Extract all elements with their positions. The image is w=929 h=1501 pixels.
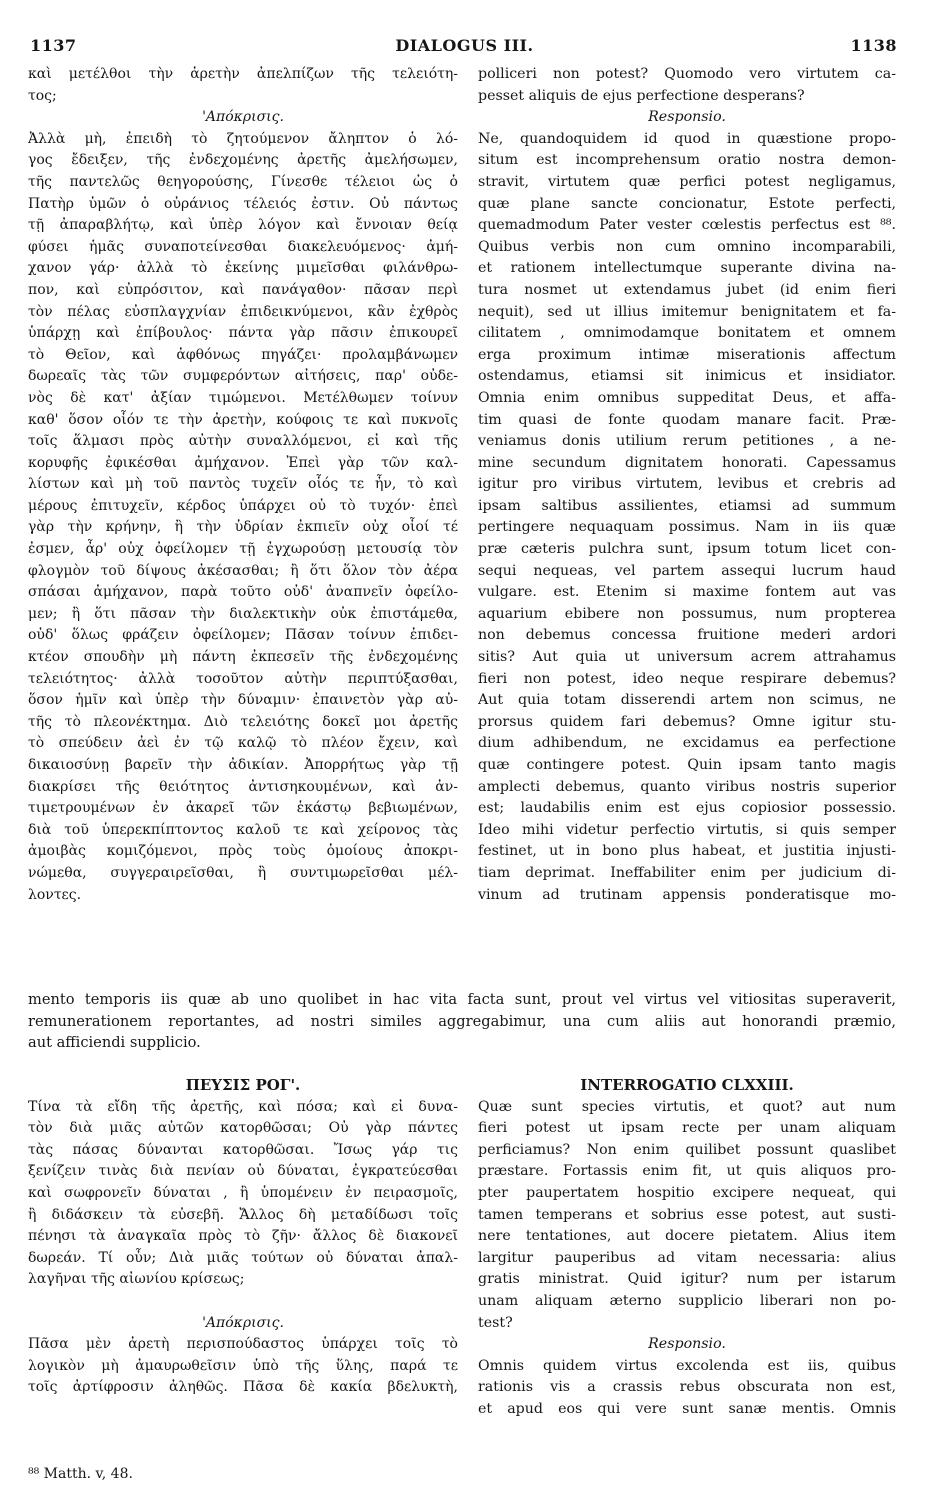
footnote: ⁸⁸ Matth. v, 48. — [28, 1466, 133, 1482]
text-line: erga proximum intimæ miserationis affectum — [478, 346, 896, 363]
text-line: nere tentationes, aut docere pietatem. Alius item — [478, 1228, 896, 1245]
text-line: ὑπάρχῃ καὶ ἐπίβουλος· πάντα γὰρ πᾶσιν ἐπικουρεῖ — [28, 325, 458, 342]
text-line: τὸν διὰ μιᾶς αὐτῶν κατορθῶσαι; Οὐ γὰρ πάντες — [28, 1120, 458, 1137]
page-number-right: 1138 — [850, 36, 897, 55]
text-line: φλογμὸν τοῦ δίψους ἀκέσασθαι; ἢ ὅτι ὅλον τὸν ἀέρα — [28, 562, 458, 579]
greek-column-top — [28, 64, 458, 906]
text-line: et apud eos qui vere sunt sanæ mentis. Omnis — [478, 1400, 896, 1417]
text-line: κορυφῆς ἐφικέσθαι ἀμήχανον. Ἐπεὶ γὰρ τῶν καλ- — [28, 454, 458, 471]
text-line: mento temporis iis quæ ab uno quolibet in hac vita facta sunt, prout vel virtus vel vitiositas superaverit, — [28, 991, 896, 1008]
text-line: τὰς πάσας δύνανται κατορθῶσαι. Ἴσως γάρ τις — [28, 1141, 458, 1158]
text-line: λοντες. — [28, 886, 82, 903]
text-line: est; laudabilis enim est ejus copiosior possessio. — [478, 800, 896, 817]
text-line: tim quasi de fonte quodam manare facit. Præ- — [478, 411, 896, 428]
text-line: remunerationem reportantes, ad nostri similes aggregabimur, una cum aliis aut honorandi præmio, — [28, 1012, 896, 1030]
text-line: vulgare. est. Etenim si maxime fontem aut vas — [478, 584, 896, 601]
text-line: Quæ sunt species virtutis, et quot? aut num — [478, 1098, 896, 1115]
text-line: καὶ σωφρονεῖν δύναται , ἢ ὑπομένειν ἐν πειρασμοῖς, — [28, 1184, 458, 1201]
text-line: fieri non potest, ideo neque respirare debemus? — [478, 670, 896, 687]
text-line: ἀμοιβὰς κομιζόμενοι, πρὸς τοὺς ὁμοίους ἀποκρι- — [28, 843, 458, 860]
text-line: διὰ τοῦ ὑπερεκπίπτοντος καλοῦ τε καὶ χείρονος τὰς — [28, 821, 458, 838]
text-line: Τίνα τὰ εἴδη τῆς ἀρετῆς, καὶ πόσα; καὶ εἰ δυνα- — [28, 1098, 458, 1115]
text-line: quæ contingere potest. Quin ipsam tanto magis — [478, 757, 896, 773]
text-line: Responsio. — [648, 109, 726, 126]
text-line: mine secundum dignitatem honorati. Capessamus — [478, 454, 896, 471]
text-line: τελειότητος· ἀλλὰ τοσοῦτον αὐτὴν περιπτύξασθαι, — [28, 670, 458, 687]
text-line: aquarium ebibere non possumus, num propterea — [478, 605, 896, 622]
text-line: γὰρ τὴν κρήνην, ἢ τὴν ὑδρίαν ἐκπιεῖν οὐχ οἷοί τέ — [28, 519, 458, 536]
text-line: fieri potest ut ipsam recte per unam aliquam — [478, 1120, 896, 1137]
text-line: largitur pauperibus ad vitam necessaria: alius — [478, 1249, 896, 1266]
greek-column-bottom — [28, 1075, 458, 1399]
text-line: λογικὸν μὴ ἀμαυρωθεῖσιν ὑπὸ τῆς ὕλης, παρά τε — [28, 1357, 458, 1374]
text-line: Omnia enim omnibus suppeditat Deus, et affa- — [478, 389, 896, 406]
text-line: τῆς τὸ πλεονέκτημα. Διὸ τελειότης δοκεῖ μοι ἀρετῆς — [28, 713, 458, 730]
text-line — [28, 1291, 458, 1313]
text-line: πον, καὶ εὐπρόσιτον, καὶ πανάγαθον· πᾶσαν περὶ — [28, 281, 458, 298]
text-line: νώμεθα, συγγεραιρεῖσθαι, ἢ συντιμωρεῖσθαι μέλ- — [28, 864, 458, 881]
text-line: præstare. Fortassis enim fit, ut quis aliquos pro- — [478, 1163, 896, 1180]
text-line: tura nosmet ut extendamus jubet (id enim fieri — [478, 281, 896, 298]
text-line: μέρους ἐπιτυχεῖν, κέρδος ὑπάρχει οὐ τὸ τυχόν· ἐπεὶ — [28, 497, 458, 514]
text-line: Quibus verbis non cum omnino incomparabili, — [478, 238, 896, 255]
text-line: ὅσον ἡμῖν καὶ ὑπὲρ τὴν δύναμιν· ἐπαινετὸν γὰρ αὐ- — [28, 692, 458, 709]
text-line: καὶ μετέλθοι τὴν ἀρετὴν ἀπελπίζων τῆς τελειότη- — [28, 66, 458, 82]
text-line: cilitatem , omnimodamque bonitatem et omnem — [478, 325, 896, 342]
text-line: ἢ διδάσκειν τὰ εὐσεβῆ. Ἄλλος δὴ μεταδίδωσι τοῖς — [28, 1206, 458, 1223]
text-line: nequit), sed ut illius imitemur benignitatem et fa- — [478, 303, 896, 320]
text-line: τῆς παντελῶς θεηγορούσης, Γίνεσθε τέλειοι ὡς ὁ — [28, 173, 458, 190]
text-line: rationis vis a crassis rebus obscurata non est, — [478, 1379, 896, 1396]
text-line: unam aliquam æterno supplicio liberari non po- — [478, 1292, 896, 1309]
text-line: δωρεαῖς τὰς τῶν συμφερόντων αἰτήσεις, παρ' οὐδε- — [28, 368, 458, 385]
text-line: perficiamus? Non enim quilibet possunt quaslibet — [478, 1141, 896, 1158]
text-line: quæ plane sancte concionatur, Estote perfecti, — [478, 195, 896, 212]
text-line: test? — [478, 1314, 513, 1331]
text-line: Πᾶσα μὲν ἀρετὴ περισπούδαστος ὑπάρχει τοῖς τὸ — [28, 1336, 458, 1353]
text-line: polliceri non potest? Quomodo vero virtutem ca- — [478, 66, 896, 82]
text-line: σπάσαι ἀμήχανον, παρὰ τοῦτο οὐδ' ἀναπνεῖν ὀφείλο- — [28, 584, 458, 601]
text-line: prorsus quidem fari debemus? Omne igitur stu- — [478, 713, 896, 730]
text-line: præ cæteris pulchra sunt, ipsum totum licet con- — [478, 541, 896, 558]
text-line: μεν; ἢ ὅτι πᾶσαν τὴν διαλεκτικὴν οὐκ ἐπιστάμεθα, — [28, 605, 458, 622]
latin-full-width-paragraph — [28, 989, 896, 1054]
text-line: τὸν πέλας εὐσπλαγχνίαν ἐπιδεικνύμενοι, κἂν ἐχθρὸς — [28, 303, 458, 320]
text-line: vinum ad trutinam appensis ponderatisque mo- — [478, 886, 896, 903]
text-line: sitis? Aut quia ut universum acrem attrahamus — [478, 649, 896, 666]
text-line: δικαιοσύνῃ βαρεῖν τὴν ἀδικίαν. Ἀπορρήτως γὰρ τῇ — [28, 757, 458, 773]
latin-column-bottom — [478, 1075, 896, 1421]
text-line: λαγῆναι τῆς αἰωνίου κρίσεως; — [28, 1271, 245, 1288]
text-line: πένησι τὰ ἀναγκαῖα πρὸς τὸ ζῆν· ἄλλος δὲ διακονεῖ — [28, 1228, 458, 1245]
text-line: νὸς δὲ κατ' ἀξίαν τιμώμενοι. Μετέλθωμεν τοίνυν — [28, 389, 458, 406]
text-line: festinet, ut in bono plus habeat, et justitia injusti- — [478, 843, 896, 860]
text-line: tiam deprimat. Ineffabiliter enim per judicium di- — [478, 864, 896, 881]
text-line: τοῖς ἅλμασι πρὸς αὐτὴν συναλλόμενοι, εἰ καὶ τῆς — [28, 433, 458, 450]
text-line: sequi nequeas, vel partem assequi lucrum haud — [478, 562, 896, 579]
text-line: καθ' ὅσον οἷόν τε τὴν ἀρετὴν, κούφοις τε καὶ πυκνοῖς — [28, 411, 458, 428]
text-line: amplecti debemus, quanto viribus nostris superior — [478, 778, 896, 795]
text-line: οὐδ' ὅλως φράζειν ὀφείλομεν; Πᾶσαν τοίνυν ἐπιδει- — [28, 627, 458, 644]
text-line: τῇ ἀπαραβλήτῳ, καὶ ὑπὲρ λόγον καὶ ἔννοιαν θείᾳ — [28, 217, 458, 234]
text-line: tamen temperans et sobrius esse potest, aut susti- — [478, 1206, 896, 1223]
text-line: λίστων καὶ μὴ τοῦ παντὸς τυχεῖν οἷός τε ἦν, τὸ καὶ — [28, 476, 458, 493]
text-line: Responsio. — [648, 1336, 726, 1353]
text-line: ξενίζειν τινὰς διὰ πενίαν οὐ δύναται, ἐγκρατεύεσθαι — [28, 1163, 458, 1180]
latin-column-top — [478, 64, 896, 906]
text-line: τὸ Θεῖον, καὶ ἀφθόνως πηγάζει· προλαμβάνωμεν — [28, 346, 458, 363]
text-line: INTERROGATIO CLXXIII. — [580, 1076, 794, 1094]
text-line: pesset aliquis de ejus perfectione desperans? — [478, 87, 805, 104]
text-line: quemadmodum Pater vester cœlestis perfectus est ⁸⁸. — [478, 217, 896, 234]
text-line: Aut quia totam disserendi artem non scimus, ne — [478, 692, 896, 709]
text-line: pter paupertatem hospitio excipere nequeat, qui — [478, 1184, 896, 1201]
text-line: ΠΕΥΣΙΣ ΡΟΓ'. — [185, 1076, 301, 1094]
text-line: κτέον σπουδὴν μὴ πάντη ἐκπεσεῖν τῆς ἐνδεχομένης — [28, 649, 458, 666]
text-line: non debemus concessa fruitione mederi ardori — [478, 627, 896, 644]
text-line: χανον γάρ· ἀλλὰ τὸ ἐκείνης μιμεῖσθαι φιλάνθρω- — [28, 260, 458, 277]
text-line: Πατὴρ ὑμῶν ὁ οὐράνιος τέλειός ἐστιν. Οὐ πάντως — [28, 195, 458, 212]
text-line: τος; — [28, 87, 57, 104]
text-line: Omnis quidem virtus excolenda est iis, quibus — [478, 1357, 896, 1374]
text-line: τὸ σπεύδειν ἀεὶ ἐν τῷ καλῷ τὸ πλέον ἔχειν, καὶ — [28, 735, 458, 752]
text-line: τοῖς ἀρτίφροσιν ἀληθῶς. Πᾶσα δὲ κακία βδελυκτὴ, — [28, 1379, 458, 1396]
text-line: γος ἔδειξεν, τῆς ἐνδεχομένης ἀρετῆς ἀμελήσωμεν, — [28, 152, 458, 169]
text-line: gratis ministrat. Quid igitur? num per istarum — [478, 1271, 896, 1288]
text-line: dium adhibendum, ne excidamus ea perfectione — [478, 735, 896, 752]
text-line: igitur pro viribus virtutem, levibus et crebris ad — [478, 476, 896, 493]
text-line: Ne, quandoquidem id quod in quæstione propo- — [478, 130, 896, 147]
text-line: φύσει ἡμᾶς συναποτείνεσθαι διακελευόμενος· ἀμή- — [28, 238, 458, 255]
running-title: DIALOGUS III. — [395, 36, 534, 55]
text-line: veniamus donis utilium rerum petitiones , a ne- — [478, 433, 896, 450]
text-line: τιμετρουμένων ἐν ἀκαρεῖ τῶν ἑκάστῳ βεβιωμένων, — [28, 800, 458, 817]
text-line: pertingere nequaquam possimus. Nam in iis quæ — [478, 519, 896, 536]
text-line: διακρίσει τῆς θειότητος ἀντισηκουμένων, καὶ ἀν- — [28, 778, 458, 795]
text-line: situm est incomprehensum oratio nostra demon- — [478, 152, 896, 169]
text-line: Ideo mihi videtur perfectio virtutis, si quis semper — [478, 821, 896, 838]
text-line: 'Απόκρισις. — [202, 109, 284, 126]
text-line: aut afficiendi supplicio. — [28, 1034, 201, 1052]
text-line: ostendamus, etiamsi sit inimicus et insidiator. — [478, 368, 896, 385]
page-number-left: 1137 — [30, 36, 77, 55]
text-line: et rationem intellectumque superante divina na- — [478, 260, 896, 277]
text-line: ἐσμεν, ἆρ' οὐχ ὀφείλομεν τῇ ἐγχωρούσῃ μετουσίᾳ τὸν — [28, 541, 458, 558]
text-line: stravit, virtutem quæ perfici potest negligamus, — [478, 173, 896, 190]
text-line: δωρεάν. Τί οὖν; Διὰ μιᾶς τούτων οὐ δύναται ἀπαλ- — [28, 1249, 458, 1266]
text-line: 'Απόκρισις. — [202, 1314, 284, 1331]
text-line: Ἀλλὰ μὴ, ἐπειδὴ τὸ ζητούμενον ἄληπτον ὁ λό- — [28, 130, 458, 147]
text-line: ipsam saltibus assilientes, etiamsi ad summum — [478, 497, 896, 514]
